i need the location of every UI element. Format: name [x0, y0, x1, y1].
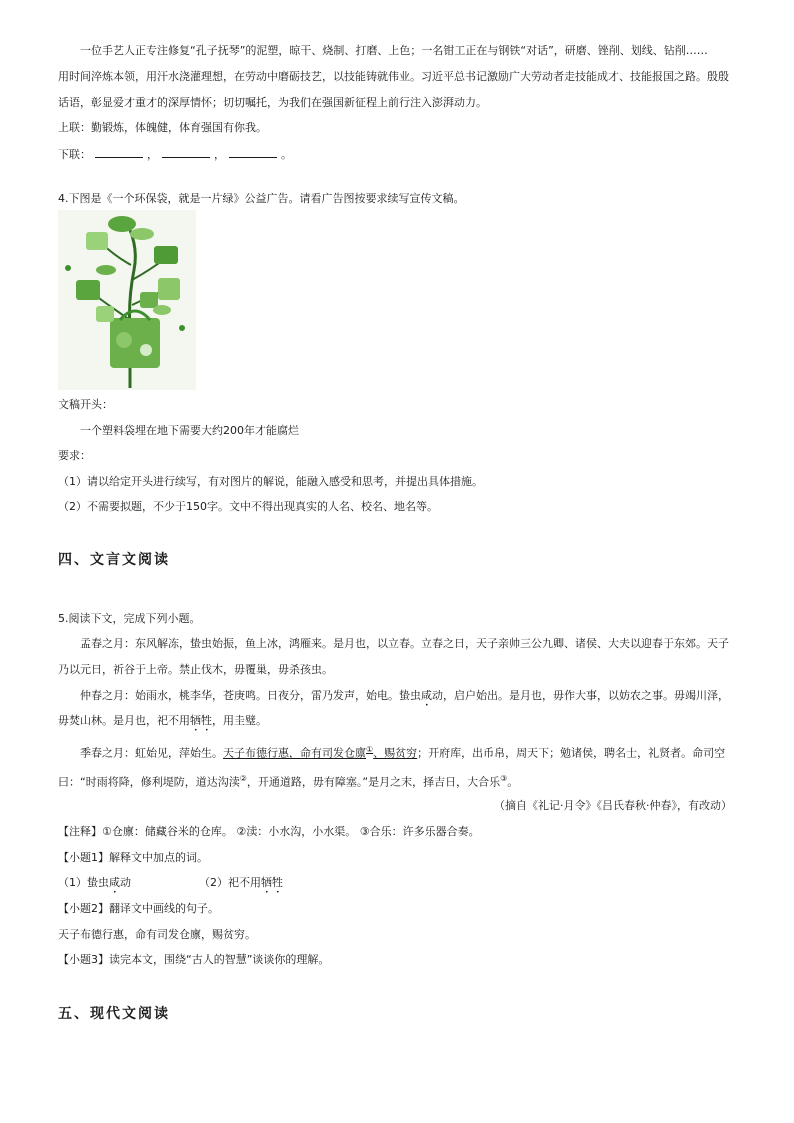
- ad-image: [58, 210, 196, 390]
- passage-text: 毋焚山林。是月也，祀不用: [58, 714, 190, 727]
- passage-p1-line-1: 孟春之月：东风解冻，蛰虫始振，鱼上冰，鸿雁来。是月也，以立春。立春之日，天子亲帅三公九卿、诸侯、大夫以迎春于东郊。天子: [80, 637, 729, 650]
- question-4-title: 4.下图是《一个环保袋，就是一片绿》公益广告。请看广告图按要求续写宣传文稿。: [58, 192, 465, 205]
- item-text: 动: [120, 876, 131, 889]
- section-4-heading: 四、文言文阅读: [58, 552, 170, 568]
- couplet-sep-1: ，: [147, 148, 158, 161]
- couplet-lower-label: 下联：: [58, 148, 91, 161]
- section-5-heading: 五、现代文阅读: [58, 1006, 170, 1022]
- answer-blank-1[interactable]: [95, 147, 143, 158]
- couplet-paragraph-line-3: 话语，彰显爱才重才的深厚情怀；切切嘱托，为我们在强国新征程上前行注入澎湃动力。: [58, 96, 487, 109]
- couplet-paragraph-line-1: 一位手艺人正专注修复“孔子抚琴”的泥塑，晾干、烧制、打磨、上色；一名钳工正在与钢铁“对话”，研磨、锉削、划线、钻削……: [80, 44, 708, 57]
- subquestion-2-sentence: 天子布德行惠，命有司发仓廪，赐贫穷。: [58, 928, 256, 941]
- passage-p3-line-2: [58, 772, 748, 790]
- subquestion-1-items: [58, 876, 748, 896]
- footnote-mark: ③: [500, 774, 508, 783]
- footnote-mark: ②: [239, 774, 247, 783]
- passage-text: 曰：“时雨将降，修利堤防，道达沟渎: [58, 775, 240, 789]
- requirements-label: 要求：: [58, 449, 91, 462]
- passage-p2-line-2: [58, 714, 748, 734]
- dotted-word: 咸: [109, 876, 120, 889]
- underlined-sentence: 天子布德行惠，命有司发仓廪: [223, 746, 366, 760]
- subquestion-3: 【小题3】读完本文，围绕“古人的智慧”谈谈你的理解。: [58, 953, 330, 966]
- passage-notes: 【注释】①仓廪：储藏谷米的仓库。 ②渎：小水沟，小水渠。 ③合乐：许多乐器合奏。: [58, 825, 480, 838]
- subquestion-1: 【小题1】解释文中加点的词。: [58, 851, 208, 864]
- passage-text: ；开府库，出币帛，周天下；勉诸侯，聘名士，礼贤者。命司空: [417, 746, 726, 760]
- question-5-title: 5.阅读下文，完成下列小题。: [58, 612, 201, 625]
- passage-source: （摘自《礼记·月令》《吕氏春秋·仲春》，有改动）: [494, 799, 732, 812]
- couplet-lower: [58, 147, 748, 162]
- passage-text: ，开通道路，毋有障塞。”是月之末，择吉日，大合乐: [246, 775, 501, 789]
- item-text: （1）蛰虫: [58, 876, 109, 889]
- requirement-2: （2）不需要拟题，不少于150字。文中不得出现真实的人名、校名、地名等。: [58, 500, 438, 513]
- opening-label: 文稿开头：: [58, 398, 113, 411]
- passage-text: 仲春之月：始雨水，桃李华，苍庚鸣。日夜分，雷乃发声，始电。蛰虫: [80, 689, 421, 702]
- couplet-paragraph-line-2: 用时间淬炼本领，用汗水浇灌理想，在劳动中磨砺技艺，以技能铸就伟业。习近平总书记激励广大劳动者走技能成才、技能报国之路。殷殷: [58, 70, 729, 83]
- footnote-mark: ①: [366, 745, 374, 754]
- passage-p1-line-2: 乃以元日，祈谷于上帝。禁止伐木，毋覆巢，毋杀孩虫。: [58, 663, 333, 676]
- passage-p3-line-1: [80, 743, 770, 761]
- dotted-word: 牺牲: [190, 714, 212, 727]
- answer-blank-2[interactable]: [162, 147, 210, 158]
- couplet-upper: 上联：勤锻炼，体魄健，体育强国有你我。: [58, 121, 267, 134]
- passage-text: 。: [507, 775, 519, 789]
- opening-text: 一个塑料袋埋在地下需要大约200年才能腐烂: [80, 424, 299, 437]
- underlined-sentence: 、赐贫穷: [373, 746, 418, 760]
- requirement-1: （1）请以给定开头进行续写，有对图片的解说，能融入感受和思考，并提出具体措施。: [58, 475, 483, 488]
- couplet-sep-2: ，: [214, 148, 225, 161]
- subquestion-2: 【小题2】翻译文中画线的句子。: [58, 902, 219, 915]
- plant-with-bag-leaves-icon: [58, 210, 196, 390]
- passage-text: 动，启户始出。是月也，毋作大事，以妨农之事。毋竭川泽，: [432, 689, 729, 702]
- item-text: （2）祀不用: [199, 876, 261, 889]
- dotted-word: 牺牲: [261, 876, 283, 889]
- answer-blank-3[interactable]: [229, 147, 277, 158]
- couplet-end: 。: [281, 148, 292, 161]
- dotted-word: 咸: [421, 689, 432, 702]
- passage-text: ，用圭璧。: [212, 714, 267, 727]
- passage-text: 季春之月：虹始见，萍始生。: [80, 746, 223, 760]
- passage-p2-line-1: [80, 689, 770, 709]
